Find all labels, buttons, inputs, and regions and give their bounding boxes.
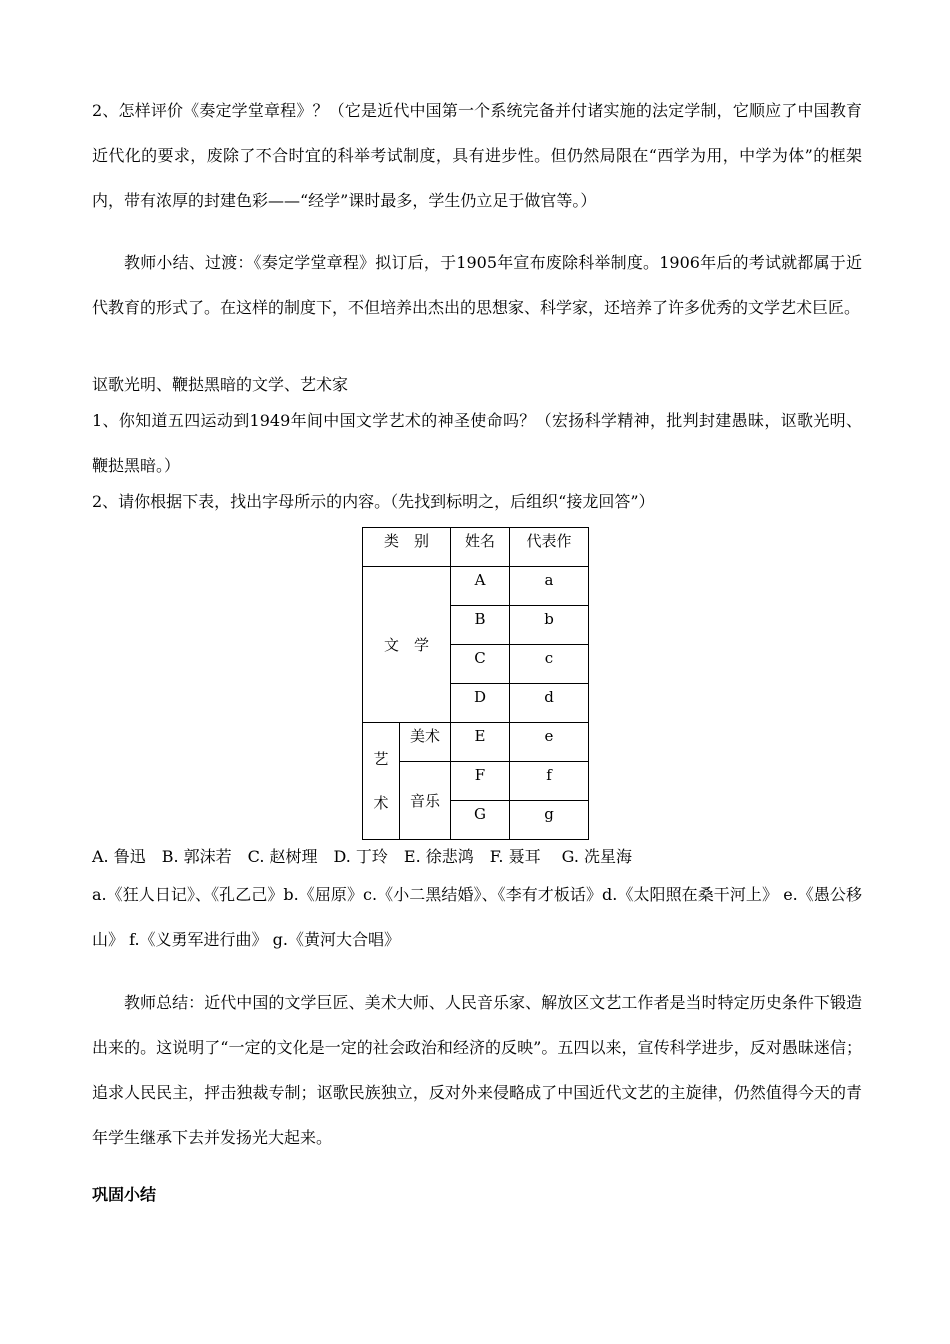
literature-category-cell	[363, 567, 451, 723]
name-cell: F	[451, 762, 510, 801]
teacher-summary-text: 教师总结：近代中国的文学巨匠、美术大师、人民音乐家、解放区文艺工作者是当时特定历史条件下锻造出来的。这说明了“一定的文化是一定的社会政治和经济的反映”。五四以来，宣传科学进步，反对愚昧迷信；追求人民民主，抨击独裁专制；讴歌民族独立，反对外来侵略成了中国近代文艺的主旋律，仍然值得今天的青年学生继承下去并发扬光大起来。	[92, 993, 862, 1147]
consolidation-heading-text: 巩固小结	[92, 1185, 157, 1204]
work-cell: b	[510, 606, 589, 645]
work-cell: c	[510, 645, 589, 684]
answer-names	[92, 845, 862, 869]
teacher-transition-text: 教师小结、过渡：《奏定学堂章程》拟订后，于1905年宣布废除科举制度。1906年后的考试就都属于近代教育的形式了。在这样的制度下，不但培养出杰出的思想家、科学家，还培养了许多优秀的文学艺术巨匠。	[92, 253, 862, 317]
work-cell: a	[510, 567, 589, 606]
question-table-intro-text: 2、请你根据下表，找出字母所示的内容。（先找到标明之，后组织“接龙回答”）	[92, 492, 655, 511]
literature-label: 文 学	[383, 635, 429, 654]
arts-category-cell	[363, 723, 400, 840]
question-evaluate-charter	[92, 88, 862, 223]
question-evaluate-charter-text: 2、怎样评价《奏定学堂章程》？（它是近代中国第一个系统完备并付诸实施的法定学制，它顺应了中国教育近代化的要求，废除了不合时宜的科举考试制度，具有进步性。但仍然局限在“西学为用，中学为体”的框架内，带有浓厚的封建色彩——“经学”课时最多，学生仍立足于做官等。）	[92, 101, 862, 210]
header-category: 类 别	[363, 528, 451, 567]
question-mission-text: 1、你知道五四运动到1949年间中国文学艺术的神圣使命吗？（宏扬科学精神，批判封建愚昧，讴歌光明、鞭挞黑暗。）	[92, 411, 862, 475]
fine-arts-subcategory: 美术	[400, 723, 451, 762]
music-subcategory: 音乐	[400, 762, 451, 840]
question-mission	[92, 398, 862, 488]
table-row	[363, 723, 589, 762]
section-heading	[92, 373, 862, 397]
name-cell: B	[451, 606, 510, 645]
section-heading-text: 讴歌光明、鞭挞黑暗的文学、艺术家	[92, 375, 349, 394]
name-cell: E	[451, 723, 510, 762]
question-table-intro	[92, 490, 862, 514]
header-name: 姓名	[451, 528, 510, 567]
answer-works-text: a.《狂人日记》、《孔乙己》b.《屈原》c.《小二黑结婚》、《李有才板话》d.《太阳照在桑干河上》 e.《愚公移山》 f.《义勇军进行曲》 g.《黄河大合唱》	[92, 885, 862, 949]
table-row	[363, 567, 589, 606]
teacher-summary	[92, 980, 862, 1160]
name-cell: C	[451, 645, 510, 684]
work-cell: g	[510, 801, 589, 840]
literature-arts-table	[362, 527, 589, 840]
name-cell: A	[451, 567, 510, 606]
arts-label-char-1: 艺	[373, 750, 389, 768]
work-cell: e	[510, 723, 589, 762]
answer-names-text: A. 鲁迅 B. 郭沫若 C. 赵树理 D. 丁玲 E. 徐悲鸿 F. 聂耳 G. 冼星海	[92, 847, 633, 866]
work-cell: d	[510, 684, 589, 723]
consolidation-heading	[92, 1183, 862, 1207]
work-cell: f	[510, 762, 589, 801]
arts-label-char-2: 术	[373, 794, 389, 812]
teacher-transition	[92, 240, 862, 330]
name-cell: D	[451, 684, 510, 723]
name-cell: G	[451, 801, 510, 840]
answer-works	[92, 872, 862, 962]
header-work: 代表作	[510, 528, 589, 567]
table-header-row	[363, 528, 589, 567]
